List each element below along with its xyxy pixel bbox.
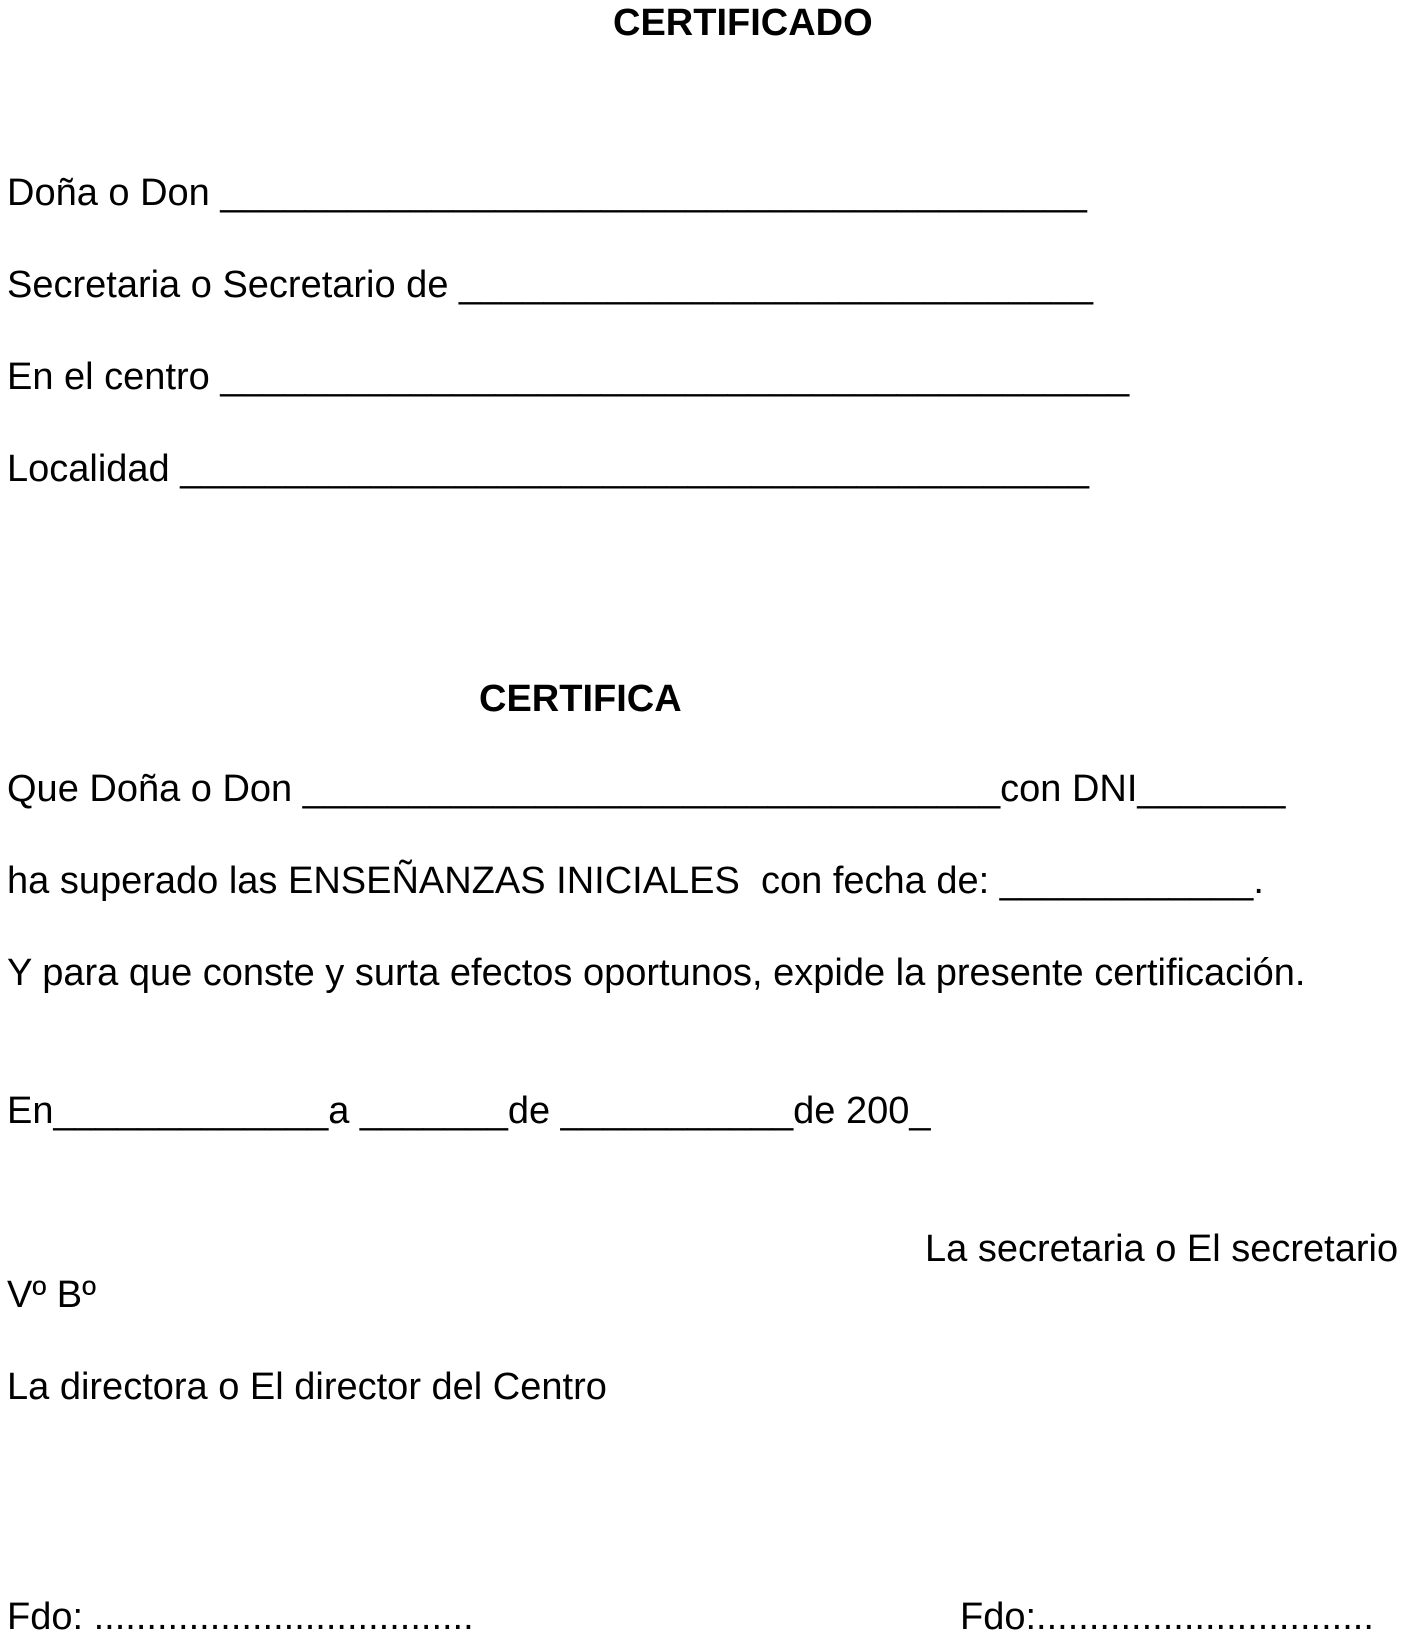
director-signature-label: La directora o El director del Centro <box>7 1366 607 1408</box>
purpose-line: Y para que conste y surta efectos oportunos, expide la presente certificación. <box>7 952 1306 994</box>
student-line: Que Doña o Don _________________________________con DNI_______ <box>7 768 1286 810</box>
secretary-signature-label: La secretaria o El secretario <box>925 1228 1399 1270</box>
center-field-line: En el centro ___________________________________________ <box>7 356 1130 398</box>
date-line: En_____________a _______de ___________de 200_ <box>7 1090 931 1132</box>
name-field-line: Doña o Don _________________________________________ <box>7 172 1087 214</box>
secretary-field-line: Secretaria o Secretario de ______________________________ <box>7 264 1094 306</box>
certifies-heading: CERTIFICA <box>479 678 682 720</box>
director-sign-line: Fdo: .................................... <box>7 1596 474 1638</box>
locality-field-line: Localidad ___________________________________________ <box>7 448 1089 490</box>
document-title: CERTIFICADO <box>613 2 873 44</box>
passed-line: ha superado las ENSEÑANZAS INICIALES con fecha de: ____________. <box>7 860 1264 902</box>
approval-label: Vº Bº <box>7 1274 97 1316</box>
secretary-sign-line: Fdo:................................ <box>960 1596 1374 1638</box>
